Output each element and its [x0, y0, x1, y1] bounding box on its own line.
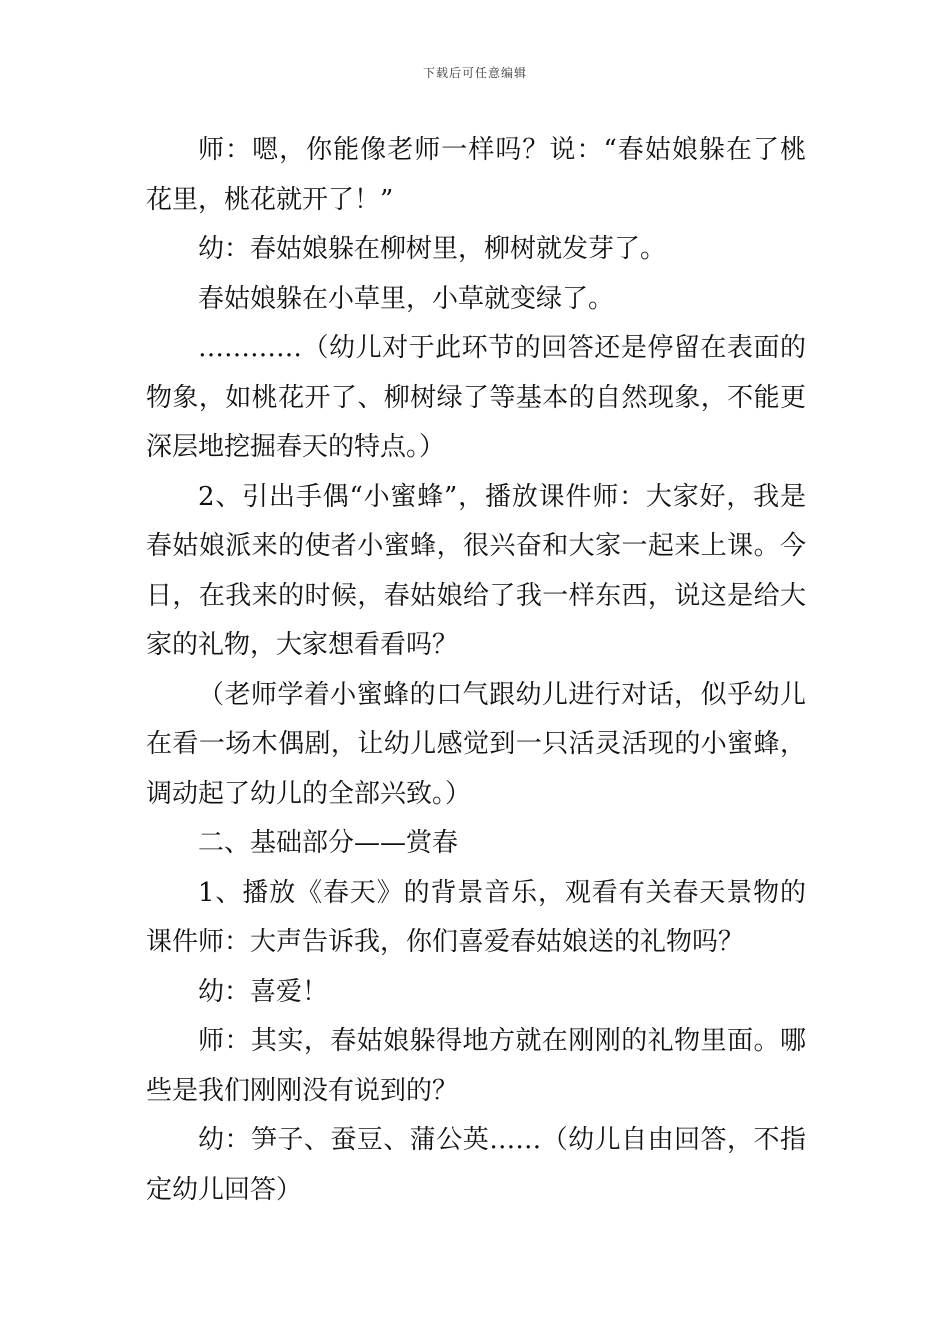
- dialogue-paragraph: 幼：喜爱！: [198, 976, 329, 1007]
- commentary-paragraph: （老师学着小蜜蜂的口气跟幼儿进行对话，似乎幼儿在看一场木偶剧，让幼儿感觉到一只活灵活现的小蜜蜂，调动起了幼儿的全部兴致。）: [146, 679, 806, 809]
- document-body: [146, 126, 806, 1215]
- dialogue-paragraph: 幼：春姑娘躲在柳树里，柳树就发芽了。: [198, 234, 667, 264]
- dialogue-paragraph: 师：嗯，你能像老师一样吗？说：“春姑娘躲在了桃花里，桃花就开了！”: [146, 135, 806, 215]
- dialogue-paragraph: 春姑娘躲在小草里，小草就变绿了。: [198, 283, 615, 314]
- dialogue-paragraph: 师：其实，春姑娘躲得地方就在刚刚的礼物里面。哪些是我们刚刚没有说到的？: [146, 1026, 806, 1106]
- step-paragraph: 1、播放《春天》的背景音乐，观看有关春天景物的课件师：大声告诉我，你们喜爱春姑娘送的礼物吗？: [146, 877, 806, 957]
- dialogue-paragraph: 幼：笋子、蚕豆、蒲公英……（幼儿自由回答，不指定幼儿回答）: [146, 1125, 806, 1205]
- page-header: 下载后可任意编辑: [422, 66, 527, 80]
- commentary-paragraph: …………（幼儿对于此环节的回答还是停留在表面的物象，如桃花开了、柳树绿了等基本的自然现象，不能更深层地挖掘春天的特点。）: [146, 333, 806, 462]
- step-paragraph: 2、引出手偶“小蜜蜂”，播放课件师：大家好，我是春姑娘派来的使者小蜜蜂，很兴奋和大家一起来上课。今日，在我来的时候，春姑娘给了我一样东西，说这是给大家的礼物，大家想看看吗？: [146, 481, 806, 660]
- section-heading: 二、基础部分——赏春: [198, 828, 459, 858]
